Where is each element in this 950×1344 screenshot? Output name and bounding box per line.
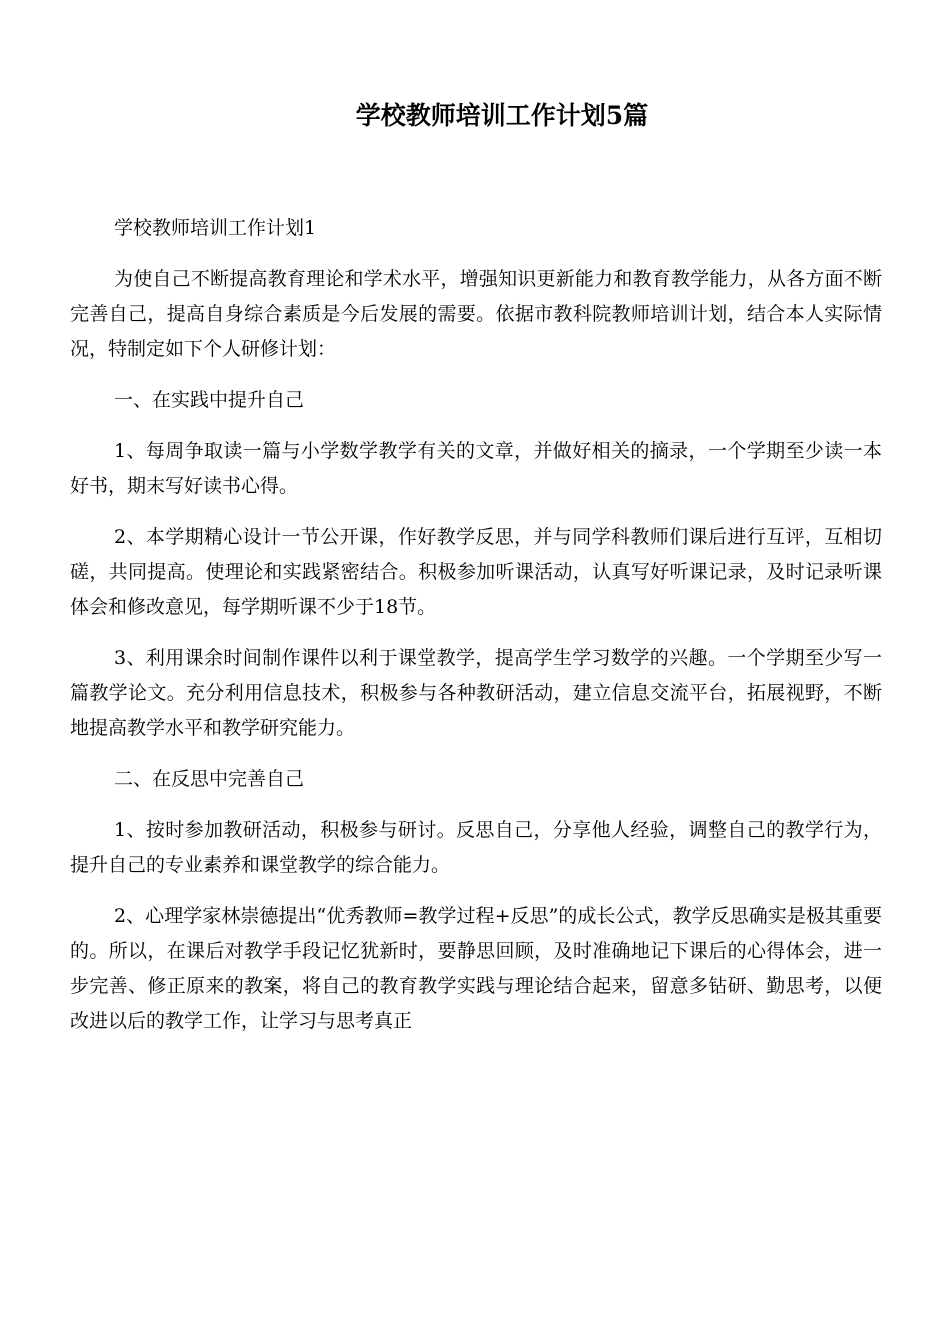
document-title: 学校教师培训工作计划5篇 <box>355 101 649 130</box>
paragraph-item: 3、利用课余时间制作课件以利于课堂教学，提高学生学习数学的兴趣。一个学期至少写一篇教学论文。充分利用信息技术，积极参与各种教研活动，建立信息交流平台，拓展视野，不断地提高教学水平和教学研究能力。 <box>70 647 882 739</box>
paragraph-intro: 为使自己不断提高教育理论和学术水平，增强知识更新能力和教育教学能力，从各方面不断完善自己，提高自身综合素质是今后发展的需要。依据市教科院教师培训计划，结合本人实际情况，特制定如下个人研修计划： <box>70 268 882 360</box>
paragraph-plan-heading: 学校教师培训工作计划1 <box>114 217 317 239</box>
paragraph-item: 2、心理学家林崇德提出“优秀教师=教学过程+反思”的成长公式，教学反思确实是极其重要的。所以，在课后对教学手段记忆犹新时，要静思回顾，及时准确地记下课后的心得体会，进一步完善、修正原来的教案，将自己的教育教学实践与理论结合起来，留意多钻研、勤思考，以便改进以后的教学工作，让学习与思考真正 <box>70 905 882 1032</box>
section-heading-reflection: 二、在反思中完善自己 <box>114 768 305 790</box>
paragraph-item: 1、每周争取读一篇与小学数学教学有关的文章，并做好相关的摘录，一个学期至少读一本好书，期末写好读书心得。 <box>70 440 882 497</box>
document-body <box>70 211 882 1055</box>
paragraph-item: 1、按时参加教研活动，积极参与研讨。反思自己，分享他人经验，调整自己的教学行为，提升自己的专业素养和课堂教学的综合能力。 <box>70 819 882 876</box>
section-heading-practice: 一、在实践中提升自己 <box>114 389 305 411</box>
paragraph-item: 2、本学期精心设计一节公开课，作好教学反思，并与同学科教师们课后进行互评，互相切磋，共同提高。使理论和实践紧密结合。积极参加听课活动，认真写好听课记录，及时记录听课体会和修改意见，每学期听课不少于18节。 <box>70 526 882 618</box>
